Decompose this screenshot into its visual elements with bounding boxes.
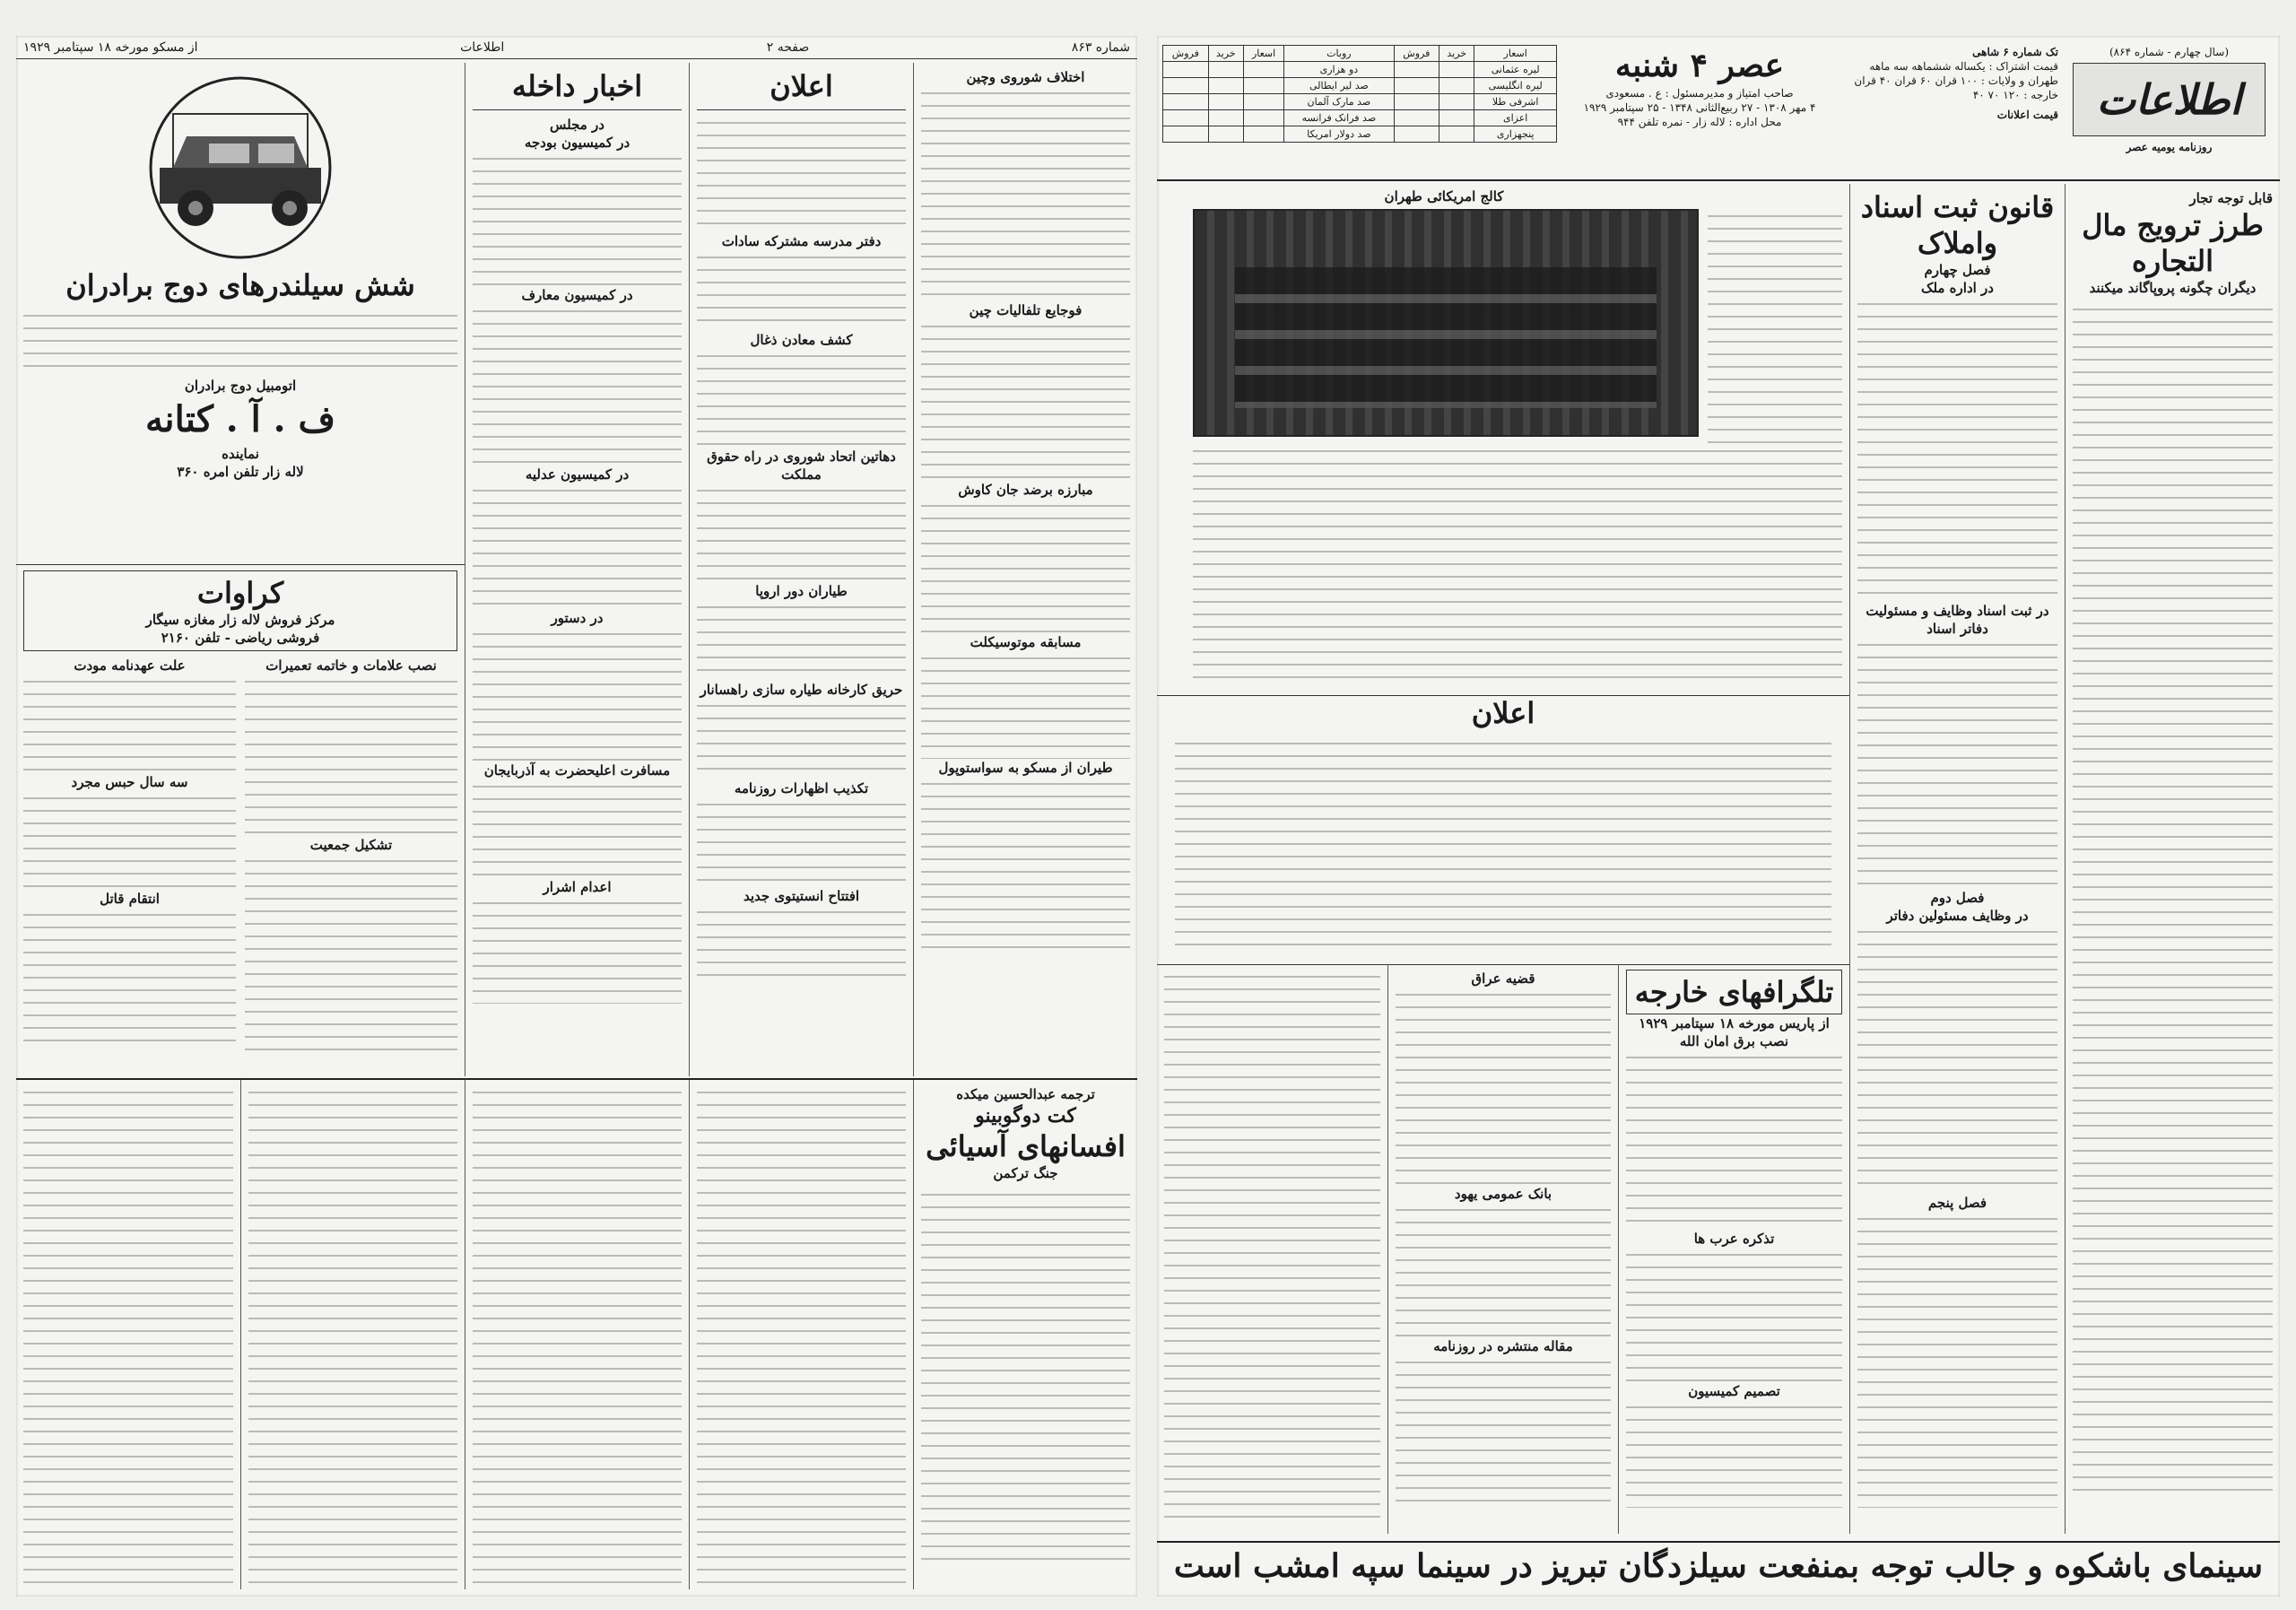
trade-notice: قابل توجه تجار	[2189, 190, 2273, 206]
telegram-sub: بانک عمومی یهود	[1454, 1186, 1552, 1202]
law-section: در ثبت اسناد وظایف و مسئولیت دفاتر اسناد	[1866, 603, 2049, 637]
newspaper-name: اطلاعات	[2096, 75, 2242, 124]
issue-number: شماره ۸۶۳	[1071, 39, 1130, 55]
subscription-tehran: طهران و ولایات : ۱۰۰ قران ۶۰ قران ۴۰ قران	[1854, 74, 2058, 87]
announcement-sub: کشف معادن ذغال	[750, 332, 853, 348]
serial-translator: ترجمه عبدالحسین میکده	[956, 1086, 1095, 1102]
currency-name: دو هزاری	[1284, 62, 1394, 78]
car-illustration-icon	[124, 74, 357, 262]
law-section: فصل دوم	[1930, 890, 1985, 906]
rates-header: فروش	[1163, 46, 1209, 62]
masthead	[1157, 45, 2280, 181]
misc-col-a	[245, 657, 457, 1069]
telegrams-date: از پاریس مورخه ۱۸ سپتامبر ۱۹۲۹	[1639, 1015, 1830, 1031]
trade-sub: دیگران چگونه پروپاگاند میکنند	[2089, 280, 2257, 296]
news-sub-heading: در کمیسیون بودجه	[524, 135, 631, 151]
left-page	[16, 36, 1137, 1597]
currency-name: صد دولار امریکا	[1284, 126, 1394, 143]
news-sub-heading: در مجلس	[550, 117, 604, 133]
telegram-sub: مقاله منتشره در روزنامه	[1433, 1338, 1573, 1354]
currency-name: صد فرانک فرانسه	[1284, 110, 1394, 126]
misc-sub: علت عهدنامه مودت	[74, 657, 186, 674]
single-issue-price: تک شماره ۶ شاهی	[1972, 46, 2058, 58]
rates-header: خرید	[1208, 46, 1243, 62]
announcement-sub: طیاران دور اروپا	[755, 583, 848, 599]
misc-sub: انتقام قاتل	[100, 891, 160, 907]
car-ad-rep: نماینده	[222, 446, 259, 462]
currency-name: اعزای	[1474, 110, 1557, 126]
news-sub-heading: در دستور	[551, 610, 604, 626]
telegram-sub: تذکره عرب ها	[1693, 1231, 1775, 1247]
telegrams-title: تلگرافهای خارجه	[1634, 975, 1834, 1009]
report-sub: طیران از مسکو به سواستوپول	[938, 760, 1113, 776]
serial-title: افسانهای آسیائی	[926, 1129, 1126, 1163]
page-number: صفحه ۲	[766, 39, 810, 55]
masthead-tagline: روزنامه یومیه عصر	[2126, 141, 2213, 153]
currency-name: پنجهزاری	[1474, 126, 1557, 143]
report-sub: اختلاف شوروی وچین	[966, 69, 1085, 85]
domestic-news-title: اخبار داخله	[511, 69, 643, 103]
cinema-banner: سینمای باشکوه و جالب توجه بمنفعت سیلزدگان تبریز در سینما سپه امشب است	[1157, 1541, 2280, 1589]
report-sub: مسابقه موتوسیکلت	[970, 634, 1082, 650]
rates-header: فروش	[1394, 46, 1439, 62]
foreign-report-column	[913, 63, 1137, 1076]
misc-sub: نصب علامات و خاتمه تعمیرات	[265, 657, 437, 674]
news-sub-heading: اعدام اشرار	[543, 879, 612, 895]
announcement-title: اعلان	[770, 69, 833, 103]
property-law-column	[1849, 184, 2065, 1534]
car-ad-agent: ف . آ . کتانه	[144, 398, 335, 440]
news-sub-heading: در کمیسیون عدلیه	[525, 466, 630, 483]
currency-name: صد لیر ایطالی	[1284, 78, 1394, 94]
law-title: قانون ثبت اسناد واملاک	[1860, 190, 2055, 260]
telegram-sub: تصمیم کمیسیون	[1688, 1383, 1780, 1399]
car-ad-sub: اتومبیل دوج برادران	[184, 378, 297, 394]
announcement-sub: دهاتین اتحاد شوروی در راه حقوق مملکت	[707, 448, 896, 483]
cravat-line: مرکز فروش لاله زار مغازه سیگار	[145, 612, 335, 628]
cravat-title: کراوات	[196, 576, 284, 610]
notice-box	[1157, 695, 1849, 965]
masthead-office: محل اداره : لاله زار - نمره تلفن ۹۴۴	[1617, 116, 1782, 128]
news-sub-heading: مسافرت اعلیحضرت به آذربایجان	[483, 762, 671, 779]
car-ad-phone: لاله زار تلفن امره ۳۶۰	[177, 464, 304, 480]
college-body	[1193, 444, 1842, 686]
currency-name: لیره عثمانی	[1474, 62, 1557, 78]
subscription-label: قیمت اشتراک : یکساله ششماهه سه ماهه	[1869, 60, 2058, 73]
year-issue: (سال چهارم - شماره ۸۶۴)	[2109, 46, 2229, 58]
rates-header: اسعار	[1243, 46, 1283, 62]
serial-subtitle: جنگ ترکمن	[993, 1165, 1058, 1181]
announcement-sub: دفتر مدرسه مشترکه سادات	[721, 233, 882, 249]
cravat-advertisement	[23, 570, 457, 651]
trade-column	[2065, 184, 2280, 1534]
telegram-sub: قضیه عراق	[1471, 970, 1535, 987]
announcement-sub: حریق کارخانه طیاره سازی راهسانار	[700, 682, 903, 698]
serial-head-column	[913, 1080, 1137, 1589]
masthead-date: ۴ مهر ۱۳۰۸ - ۲۷ ربیع‌الثانی ۱۳۴۸ - ۲۵ سپتامبر ۱۹۲۹	[1583, 101, 1816, 114]
masthead-logo	[2064, 45, 2274, 175]
misc-col-b	[23, 657, 236, 1069]
cravat-and-misc-column	[16, 565, 465, 1076]
subscription-abroad: خارجه : ۱۲۰ ۷۰ ۴۰	[1972, 89, 2058, 101]
paper-name-small: اطلاعات	[460, 39, 505, 55]
telegrams-head-column	[1618, 964, 1849, 1534]
report-sub: فوجایع تلفالیات چین	[969, 302, 1083, 318]
currency-name: اشرفی طلا	[1474, 94, 1557, 110]
telegrams-title-box	[1626, 970, 1842, 1014]
law-section: در اداره ملک	[1921, 280, 1994, 296]
serial-story-section	[16, 1078, 1137, 1589]
car-advertisement	[16, 63, 465, 565]
college-article	[1157, 184, 1849, 696]
announcement-sub: تکذیب اظهارات روزنامه	[734, 780, 869, 796]
trade-title: طرز ترویج مال التجاره	[2082, 208, 2264, 278]
masthead-subscription	[1843, 45, 2058, 175]
cravat-line: فروشی ریاضی - تلفن ۲۱۶۰	[161, 630, 320, 646]
misc-sub: سه سال حبس مجرد	[71, 774, 188, 790]
dateline: از مسکو مورخه ۱۸ سپتامبر ۱۹۲۹	[23, 39, 198, 55]
right-page	[1157, 36, 2280, 1597]
exchange-rates-table	[1162, 45, 1557, 175]
rates-table	[1162, 45, 1557, 143]
rates-header: خرید	[1439, 46, 1474, 62]
rates-header: اسعار	[1474, 46, 1557, 62]
newspaper-logo-icon	[2073, 63, 2266, 136]
left-page-running-head	[16, 36, 1137, 59]
rates-header: روبات	[1284, 46, 1394, 62]
masthead-owner: صاحب امتیاز و مدیرمسئول : ع . مسعودی	[1605, 87, 1794, 100]
masthead-center	[1565, 45, 1834, 175]
misc-sub: تشکیل جمعیت	[309, 837, 393, 853]
telegram-sub: نصب برق امان الله	[1679, 1033, 1789, 1049]
currency-name: صد مارک آلمان	[1284, 94, 1394, 110]
serial-author: کت دوگوبینو	[975, 1104, 1076, 1127]
telegrams-col-b	[1387, 964, 1618, 1534]
domestic-news-column	[465, 63, 689, 1076]
law-section: در وظایف مسئولین دفاتر	[1886, 908, 2029, 924]
announcement-sub: افتتاح انستیتوی جدید	[743, 888, 860, 904]
masthead-day: عصر ۴ شنبه	[1614, 47, 1785, 84]
college-photo	[1193, 209, 1699, 437]
college-caption: کالج امریکائی طهران	[1384, 188, 1504, 205]
ad-rates-label: قیمت اعلانات	[1996, 109, 2058, 121]
announcement-column	[689, 63, 913, 1076]
law-section: فصل چهارم	[1924, 262, 1991, 278]
report-sub: مبارزه برضد جان کاوش	[958, 482, 1093, 498]
notice-title: اعلان	[1471, 696, 1535, 730]
currency-name: لیره انگلیسی	[1474, 78, 1557, 94]
telegrams-section	[1157, 964, 1849, 1534]
law-section: فصل پنجم	[1927, 1195, 1987, 1211]
news-sub-heading: در کمیسیون معارف	[521, 287, 633, 303]
college-side-text	[1708, 209, 1842, 451]
car-ad-headline: شش سیلندرهای دوج برادران	[65, 268, 415, 302]
